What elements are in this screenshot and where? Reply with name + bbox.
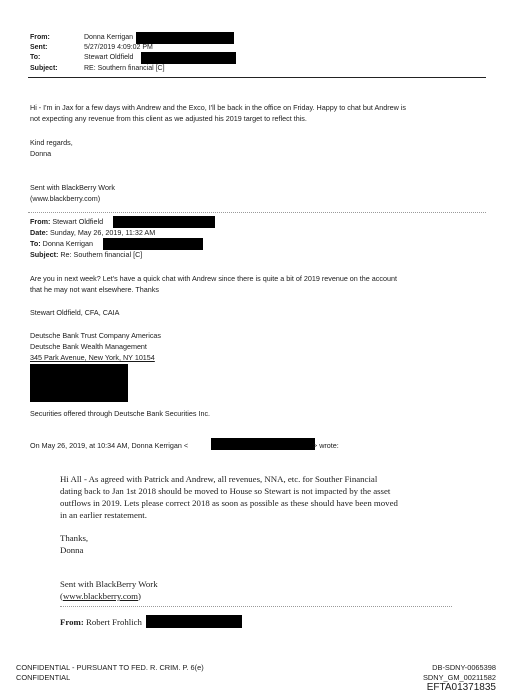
- reply-sent-url: (www.blackberry.com): [30, 194, 101, 203]
- signature-org-1: Deutsche Bank Trust Company Americas: [30, 331, 162, 340]
- securities-disclaimer: Securities offered through Deutsche Bank Securities Inc.: [30, 409, 211, 418]
- signature-org-2: Deutsche Bank Wealth Management: [30, 342, 147, 351]
- on-date-suffix: > wrote:: [313, 441, 339, 450]
- quoted-subject-label: Subject:: [30, 250, 59, 259]
- to-label: To:: [30, 54, 41, 61]
- redaction-box: [211, 438, 315, 450]
- quoted-from-value: Stewart Oldfield: [52, 217, 104, 226]
- quoted-to-value: Donna Kerrigan: [42, 239, 93, 248]
- quoted-subject-value: Re: Southern financial [C]: [60, 250, 143, 259]
- header-divider: [28, 77, 486, 78]
- from-label: From:: [30, 34, 50, 41]
- quote2-line-4: in an earlier restatement.: [60, 510, 147, 520]
- reply-sent-with: Sent with BlackBerry Work: [30, 183, 115, 192]
- quote2-line-2: dating back to Jan 1st 2018 should be moved to House so Stewart is not impacted by the asset: [60, 486, 391, 496]
- redaction-box: [141, 52, 236, 64]
- redaction-box: [136, 32, 234, 44]
- quote-divider: [28, 212, 486, 213]
- quoted-date-label: Date:: [30, 228, 48, 237]
- quoted-to-label: To:: [30, 239, 41, 248]
- quote2-line-3: outflows in 2019. Lets please correct 2018 as soon as possible as these should have been moved: [60, 498, 398, 508]
- sent-label: Sent:: [30, 44, 48, 51]
- reply-name: Donna: [30, 149, 52, 158]
- quoted-from-label: From:: [30, 217, 51, 226]
- signature-address: 345 Park Avenue, New York, NY 10154: [30, 353, 155, 362]
- to-value: Stewart Oldfield: [84, 54, 134, 61]
- quote2-sent-with: Sent with BlackBerry Work: [60, 579, 158, 589]
- confidential-notice: CONFIDENTIAL - PURSUANT TO FED. R. CRIM. P. 6(e): [16, 663, 204, 672]
- reply-line-1: Hi - I'm in Jax for a few days with Andrew and the Exco, I'll be back in the office on Friday. Happy to chat but Andrew is: [30, 103, 407, 112]
- reply-line-2: not expecting any revenue from this client as we adjusted his 2019 target to reflect this.: [30, 114, 307, 123]
- quoted-line-2: that he may not want elsewhere. Thanks: [30, 285, 159, 294]
- subject-value: RE: Southern financial [C]: [84, 65, 165, 72]
- sent-value: 5/27/2019 4:09:02 PM: [84, 44, 153, 51]
- quoted-date-value: Sunday, May 26, 2019, 11:32 AM: [49, 228, 156, 237]
- quote2-name: Donna: [60, 545, 84, 555]
- reply-closing: Kind regards,: [30, 138, 73, 147]
- quote2-line-1: Hi All - As agreed with Patrick and Andrew, all revenues, NNA, etc. for Souther Financial: [60, 474, 378, 484]
- blackberry-link[interactable]: www.blackberry.com: [62, 591, 139, 601]
- bates-number-2: SDNY_GM_00211582: [423, 673, 496, 682]
- bates-number-1: DB-SDNY-0065398: [432, 663, 496, 672]
- confidential-label: CONFIDENTIAL: [16, 673, 71, 682]
- quote2-sent-url: (www.blackberry.com): [60, 591, 141, 601]
- efta-number: EFTA01371835: [426, 682, 496, 693]
- redaction-box: [30, 364, 128, 402]
- on-date-prefix: On May 26, 2019, at 10:34 AM, Donna Kerrigan <: [30, 441, 189, 450]
- quote2-divider: [60, 606, 452, 607]
- quoted-line-1: Are you in next week? Let's have a quick chat with Andrew since there is quite a bit of 2019 revenue on the account: [30, 274, 397, 283]
- subject-label: Subject:: [30, 65, 58, 72]
- from-value: Donna Kerrigan: [84, 34, 134, 41]
- quote2-thanks: Thanks,: [60, 533, 89, 543]
- signature-name: Stewart Oldfield, CFA, CAIA: [30, 308, 120, 317]
- redaction-box: [146, 615, 242, 628]
- quote2-from-value: Robert Frohlich: [85, 617, 142, 627]
- quote2-from-label: From:: [60, 617, 84, 627]
